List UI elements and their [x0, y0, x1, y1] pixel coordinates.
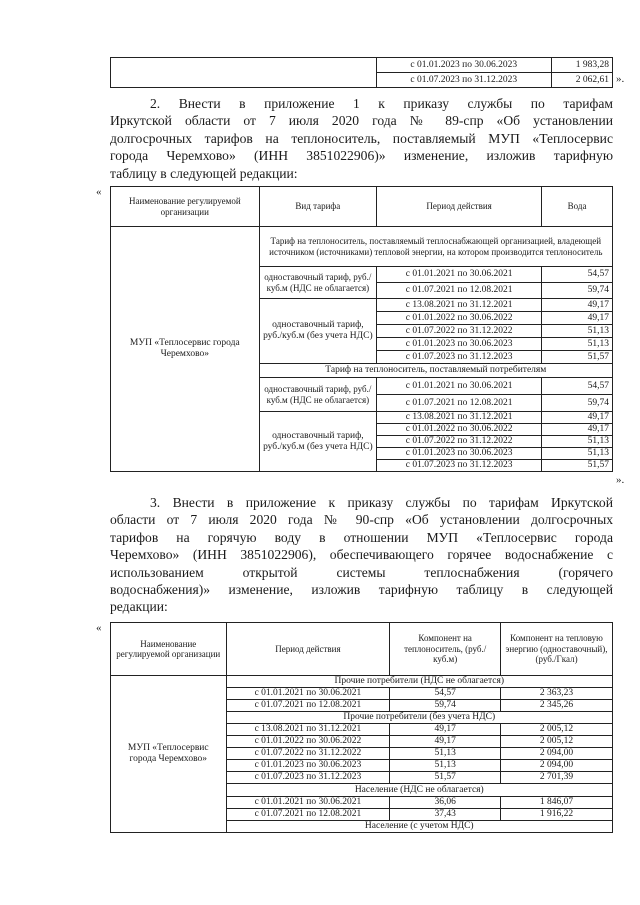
paragraph-line: долгосрочных тарифов на теплоноситель, поставляемый МУП «Теплосервис	[110, 130, 613, 146]
table1-header-org: Наименование регулируемой организации	[111, 187, 260, 227]
table2-section-heading: Прочие потребители (НДС не облагается)	[226, 676, 612, 688]
top-table-value: 2 062,61	[551, 73, 612, 88]
table1-value: 51,13	[542, 448, 613, 460]
table2-org-name: МУП «Теплосервис города Черемхово»	[111, 676, 227, 833]
table2-comp1-value: 51,57	[390, 772, 501, 784]
table2-period: с 01.01.2021 по 30.06.2021	[226, 688, 390, 700]
table1-tariff-label: одноставочный тариф, руб./куб.м (НДС не облагается)	[259, 378, 377, 412]
paragraph-line: таблицу в следующей редакции:	[110, 165, 298, 181]
table1-value: 51,57	[542, 351, 613, 364]
table2-comp2-value: 2 345,26	[501, 700, 613, 712]
table1-header-water: Вода	[542, 187, 613, 227]
table1-close-quote: ».	[616, 474, 625, 486]
table2-period: с 13.08.2021 по 31.12.2021	[226, 724, 390, 736]
table1-tariff-table	[110, 186, 613, 472]
table2-period: с 01.07.2022 по 31.12.2022	[226, 748, 390, 760]
table1-value: 49,17	[542, 312, 613, 325]
table1-period: с 01.07.2021 по 12.08.2021	[377, 395, 542, 412]
top-continuation-table	[110, 57, 613, 88]
table2-period: с 01.01.2022 по 30.06.2022	[226, 736, 390, 748]
top-table-period: с 01.07.2023 по 31.12.2023	[376, 73, 551, 88]
table1-period: с 01.07.2021 по 12.08.2021	[377, 283, 542, 299]
table1-open-quote: «	[96, 186, 102, 198]
table1-value: 59,74	[542, 283, 613, 299]
table1-value: 49,17	[542, 424, 613, 436]
table1-org-name: МУП «Теплосервис города Черемхово»	[111, 227, 260, 472]
table1-tariff-label: одноставочный тариф, руб./куб.м (НДС не облагается)	[259, 267, 377, 299]
table2-open-quote: «	[96, 622, 102, 634]
table2-comp1-value: 51,13	[390, 748, 501, 760]
table1-period: с 01.07.2022 по 31.12.2022	[377, 436, 542, 448]
table1-period: с 13.08.2021 по 31.12.2021	[377, 299, 542, 312]
table2-period: с 01.07.2023 по 31.12.2023	[226, 772, 390, 784]
top-table-blank-cell	[111, 58, 377, 88]
table2-comp1-value: 59,74	[390, 700, 501, 712]
table1-period: с 01.07.2023 по 31.12.2023	[377, 351, 542, 364]
top-table-value: 1 983,28	[551, 58, 612, 73]
table1-section-heading: Тариф на теплоноситель, поставляемый теплоснабжающей организацией, владеющей источником (источниками) тепловой энергии, на котором производится теплоноситель	[259, 227, 612, 267]
table1-tariff-label: одноставочный тариф, руб./куб.м (без учета НДС)	[259, 299, 377, 364]
table2-comp2-value: 2 094,00	[501, 760, 613, 772]
table2-period: с 01.07.2021 по 12.08.2021	[226, 700, 390, 712]
table2-period: с 01.01.2021 по 30.06.2021	[226, 797, 390, 809]
table2-header-org: Наименование регулируемой организации	[111, 623, 227, 676]
table1-value: 54,57	[542, 267, 613, 283]
paragraph-line: редакции:	[110, 599, 168, 615]
table2-comp2-value: 2 363,23	[501, 688, 613, 700]
table1-period: с 01.01.2021 по 30.06.2021	[377, 267, 542, 283]
paragraph-line: 3. Внести в приложение к приказу службы по тарифам Иркутской	[150, 495, 613, 510]
table1-value: 51,13	[542, 436, 613, 448]
table2-comp1-value: 51,13	[390, 760, 501, 772]
table2-header-period: Период действия	[226, 623, 390, 676]
table1-value: 51,13	[542, 338, 613, 351]
table1-period: с 13.08.2021 по 31.12.2021	[377, 412, 542, 424]
table1-period: с 01.01.2021 по 30.06.2021	[377, 378, 542, 395]
table2-section-heading: Население (НДС не облагается)	[226, 784, 612, 797]
paragraph-line: области от 7 июля 2020 года № 90-спр «Об установлении долгосрочных	[110, 512, 613, 528]
table1-value: 54,57	[542, 378, 613, 395]
table2-comp2-value: 2 005,12	[501, 724, 613, 736]
table1-section-heading: Тариф на теплоноситель, поставляемый потребителям	[259, 364, 612, 378]
table1-value: 51,13	[542, 325, 613, 338]
table2-comp1-value: 37,43	[390, 809, 501, 821]
table1-period: с 01.01.2023 по 30.06.2023	[377, 338, 542, 351]
table1-period: с 01.07.2022 по 31.12.2022	[377, 325, 542, 338]
table1-period: с 01.07.2023 по 31.12.2023	[377, 460, 542, 472]
table2-hot-water-table	[110, 622, 613, 833]
table1-value: 51,57	[542, 460, 613, 472]
table1-header-period: Период действия	[377, 187, 542, 227]
paragraph-3	[110, 494, 613, 616]
paragraph-line: использованием открытой системы теплоснабжения (горячего	[110, 564, 613, 580]
table1-tariff-label: одноставочный тариф, руб./куб.м (без учета НДС)	[259, 412, 377, 472]
paragraph-line: водоснабжения)» изменение, изложив тарифную таблицу в следующей	[110, 582, 613, 598]
table2-comp2-value: 2 005,12	[501, 736, 613, 748]
table2-comp1-value: 36,06	[390, 797, 501, 809]
paragraph-line: 2. Внести в приложение 1 к приказу службы по тарифам	[150, 96, 613, 111]
table2-comp1-value: 49,17	[390, 724, 501, 736]
paragraph-2	[110, 95, 613, 182]
table2-comp2-value: 1 846,07	[501, 797, 613, 809]
top-table-period: с 01.01.2023 по 30.06.2023	[376, 58, 551, 73]
table2-comp2-value: 1 916,22	[501, 809, 613, 821]
table1-value: 59,74	[542, 395, 613, 412]
top-close-quote: ».	[616, 73, 625, 85]
table1-value: 49,17	[542, 299, 613, 312]
table1-period: с 01.01.2023 по 30.06.2023	[377, 448, 542, 460]
table2-comp1-value: 49,17	[390, 736, 501, 748]
paragraph-line: города Черемхово» (ИНН 3851022906)» изменение, изложив тарифную	[110, 148, 613, 164]
table1-value: 49,17	[542, 412, 613, 424]
table1-header-tariff-type: Вид тарифа	[259, 187, 377, 227]
table2-comp1-value: 54,57	[390, 688, 501, 700]
table2-header-comp1: Компонент на теплоноситель, (руб./куб.м)	[390, 623, 501, 676]
table2-comp2-value: 2 701,39	[501, 772, 613, 784]
table2-period: с 01.01.2023 по 30.06.2023	[226, 760, 390, 772]
paragraph-line: Иркутской области от 7 июля 2020 года № 89-спр «Об установлении	[110, 113, 613, 129]
table2-section-heading: Население (с учетом НДС)	[226, 821, 612, 833]
paragraph-line: тарифов на горячую воду в отношении МУП «Теплосервис города	[110, 529, 613, 545]
table2-period: с 01.07.2021 по 12.08.2021	[226, 809, 390, 821]
table2-comp2-value: 2 094,00	[501, 748, 613, 760]
paragraph-line: Черемхово» (ИНН 3851022906), обеспечивающего горячее водоснабжение с	[110, 547, 613, 563]
table1-period: с 01.01.2022 по 30.06.2022	[377, 424, 542, 436]
table2-section-heading: Прочие потребители (без учета НДС)	[226, 712, 612, 724]
table1-period: с 01.01.2022 по 30.06.2022	[377, 312, 542, 325]
table2-header-comp2: Компонент на тепловую энергию (одноставочный), (руб./Гкал)	[501, 623, 613, 676]
